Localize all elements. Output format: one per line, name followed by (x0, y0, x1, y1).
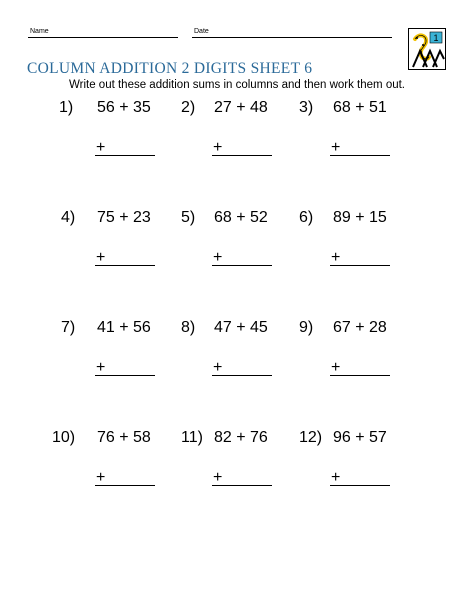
problem-2 (164, 99, 284, 159)
date-line (192, 37, 392, 38)
problem-expression: 68 + 52 (214, 209, 268, 226)
page-title: COLUMN ADDITION 2 DIGITS SHEET 6 (27, 60, 313, 77)
problem-number: 7) (61, 319, 76, 336)
problem-10 (47, 429, 167, 489)
problem-3 (282, 99, 402, 159)
name-line (28, 37, 178, 38)
problem-expression: 89 + 15 (333, 209, 387, 226)
plus-sign: + (331, 469, 341, 486)
problem-expression: 76 + 58 (97, 429, 151, 446)
plus-sign: + (331, 249, 341, 266)
plus-sign: + (96, 359, 106, 376)
problem-number: 8) (181, 319, 196, 336)
problem-expression: 47 + 45 (214, 319, 268, 336)
answer-line (330, 265, 390, 266)
problem-expression: 67 + 28 (333, 319, 387, 336)
problem-11 (164, 429, 284, 489)
problem-expression: 41 + 56 (97, 319, 151, 336)
problem-number: 2) (181, 99, 196, 116)
answer-line (330, 375, 390, 376)
answer-line (212, 485, 272, 486)
plus-sign: + (96, 139, 106, 156)
problem-number: 10) (52, 429, 76, 446)
plus-sign: + (213, 469, 223, 486)
answer-line (212, 155, 272, 156)
problem-number: 12) (299, 429, 323, 446)
problem-8 (164, 319, 284, 379)
answer-line (212, 375, 272, 376)
problem-6 (282, 209, 402, 269)
problem-number: 1) (59, 99, 74, 116)
answer-line (95, 155, 155, 156)
problem-9 (282, 319, 402, 379)
answer-line (330, 485, 390, 486)
math-salamanders-logo-icon (409, 29, 445, 69)
answer-line (212, 265, 272, 266)
answer-line (95, 265, 155, 266)
problem-number: 9) (299, 319, 314, 336)
plus-sign: + (331, 359, 341, 376)
problem-expression: 56 + 35 (97, 99, 151, 116)
problem-4 (47, 209, 167, 269)
problem-number: 6) (299, 209, 314, 226)
problem-1 (47, 99, 167, 159)
problem-5 (164, 209, 284, 269)
problem-expression: 68 + 51 (333, 99, 387, 116)
instructions: Write out these addition sums in columns and then work them out. (68, 79, 405, 91)
answer-line (330, 155, 390, 156)
plus-sign: + (96, 249, 106, 266)
problem-number: 11) (181, 429, 203, 446)
plus-sign: + (213, 249, 223, 266)
problem-12 (282, 429, 402, 489)
problem-expression: 82 + 76 (214, 429, 268, 446)
problem-7 (47, 319, 167, 379)
problem-expression: 96 + 57 (333, 429, 387, 446)
problem-number: 4) (61, 209, 76, 226)
plus-sign: + (331, 139, 341, 156)
logo-badge-text: 1 (433, 33, 439, 43)
logo (408, 28, 446, 70)
answer-line (95, 485, 155, 486)
date-label: Date (194, 28, 209, 35)
problem-expression: 75 + 23 (97, 209, 151, 226)
problem-number: 3) (299, 99, 314, 116)
plus-sign: + (96, 469, 106, 486)
name-label: Name (30, 28, 49, 35)
plus-sign: + (213, 139, 223, 156)
problem-number: 5) (181, 209, 196, 226)
answer-line (95, 375, 155, 376)
plus-sign: + (213, 359, 223, 376)
problem-expression: 27 + 48 (214, 99, 268, 116)
